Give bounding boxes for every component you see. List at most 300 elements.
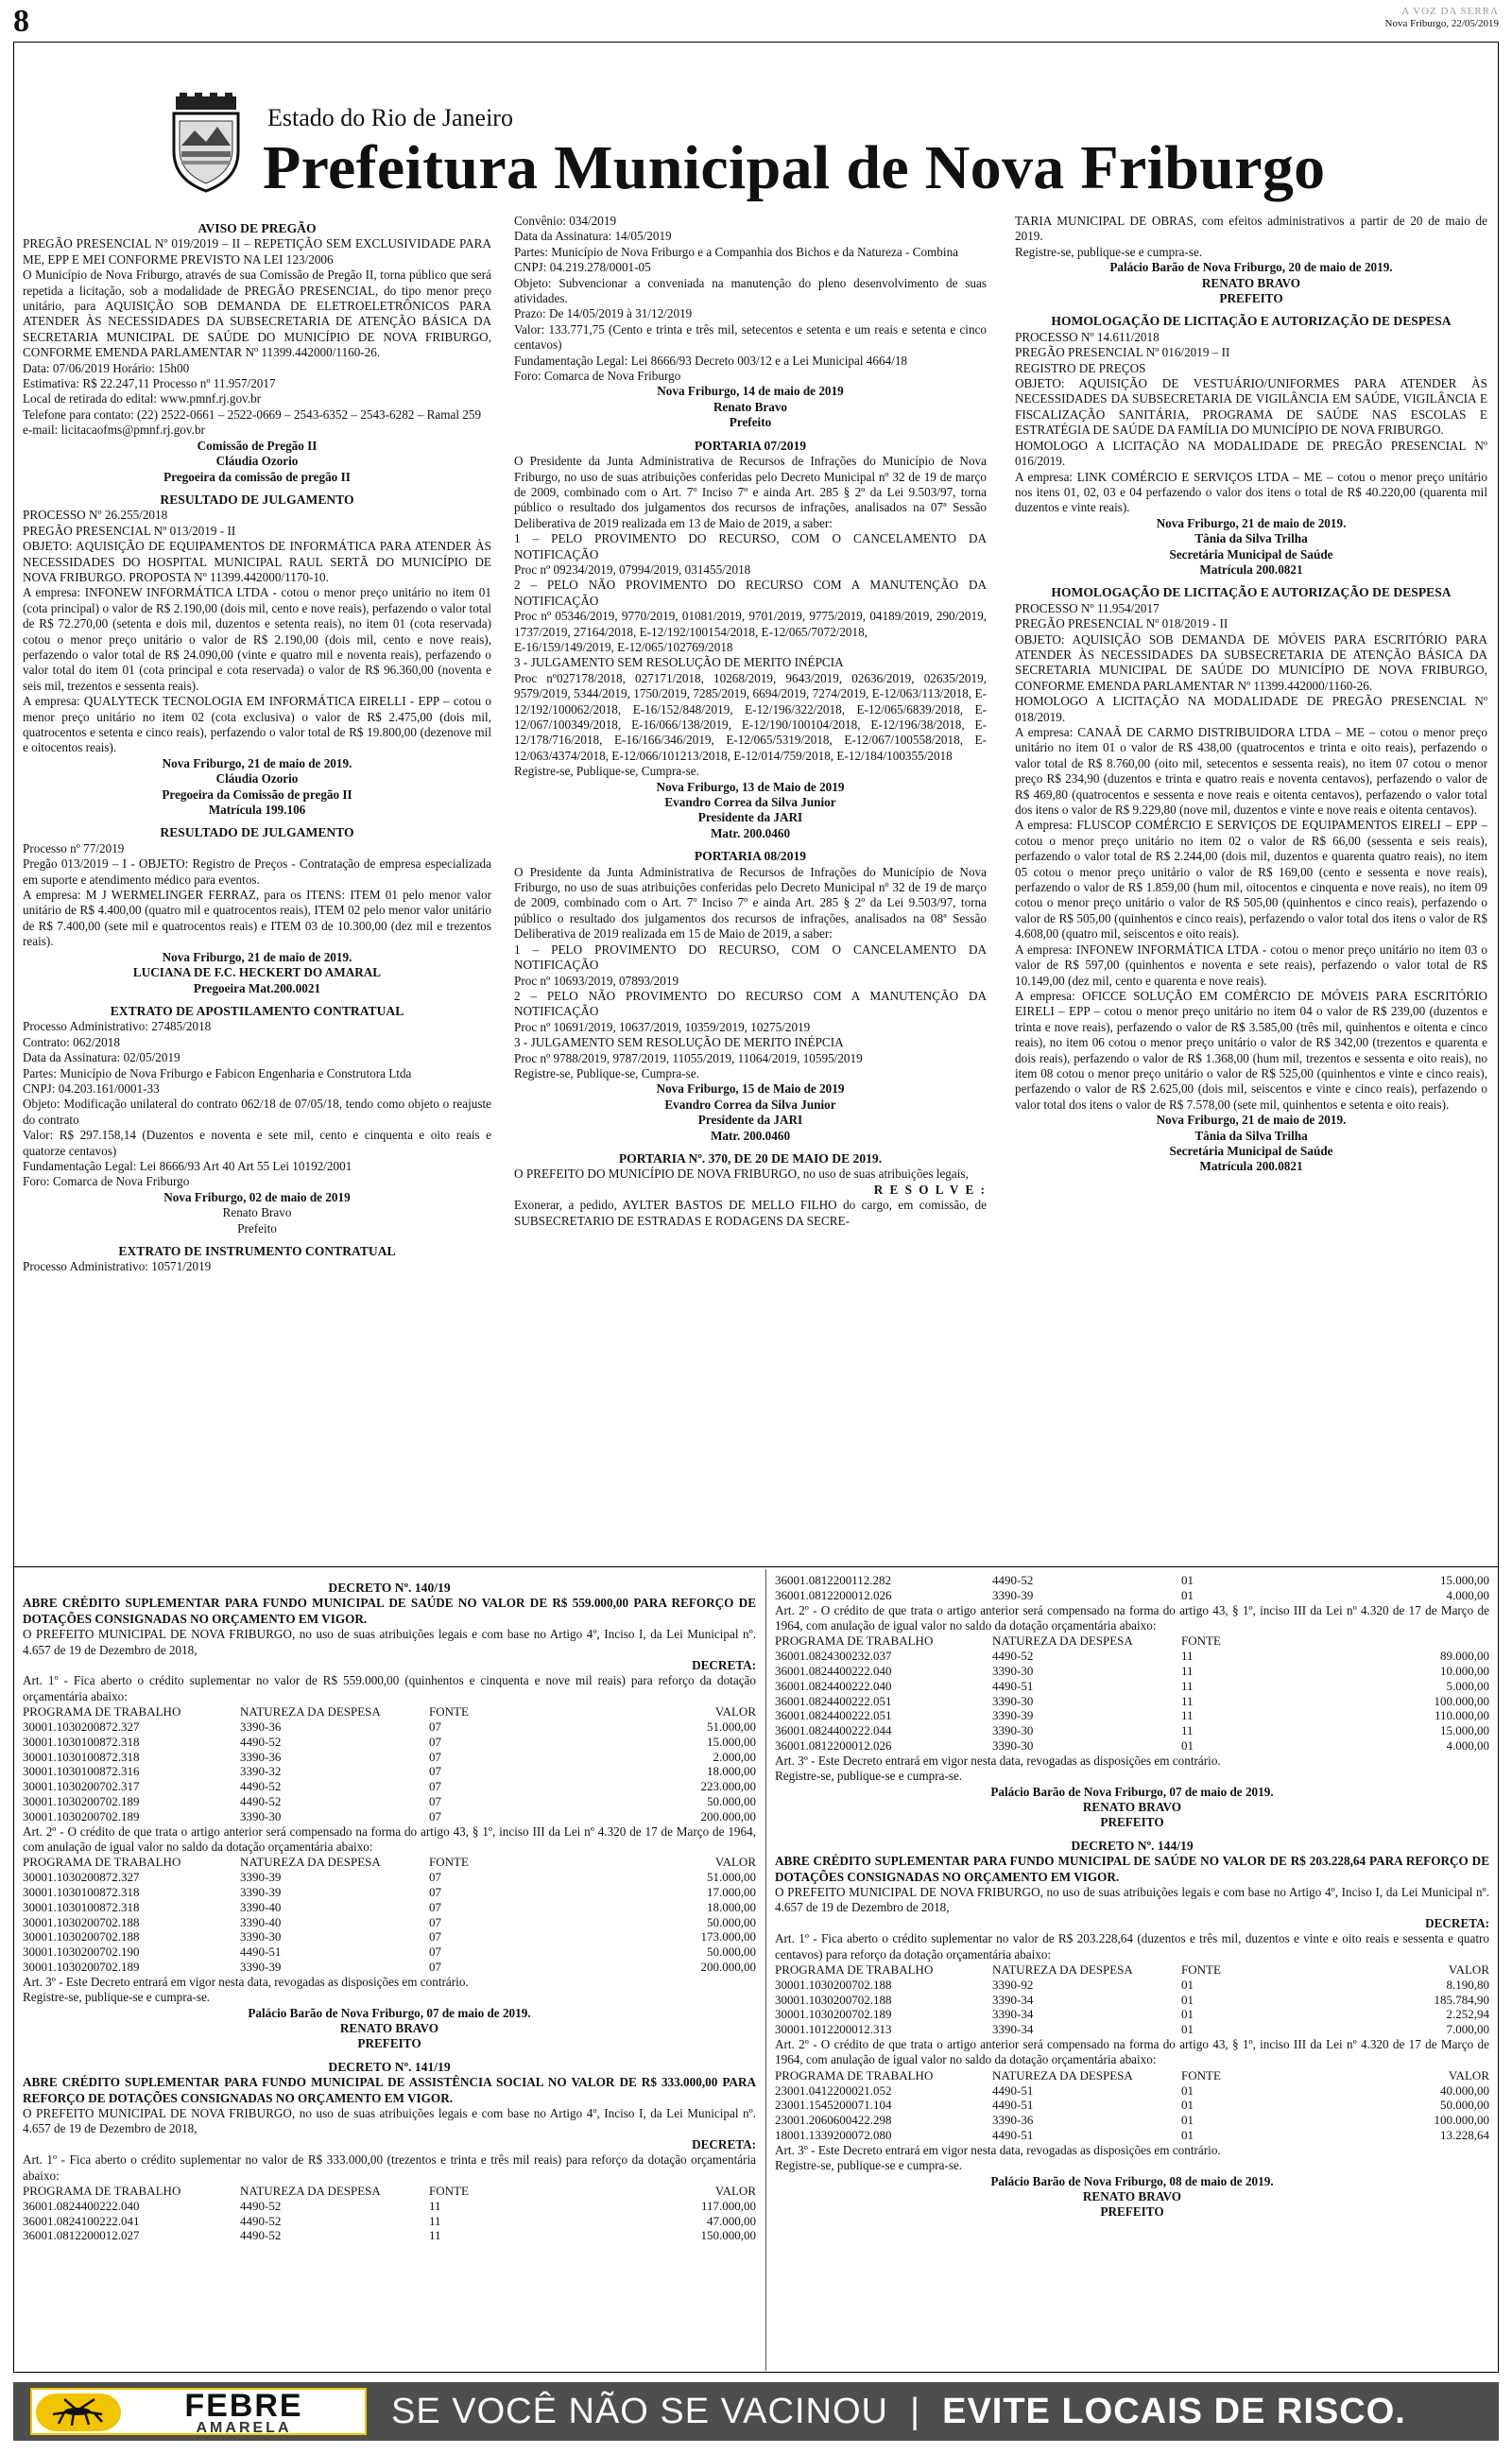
table-cell: 100.000,00 — [1434, 1693, 1489, 1708]
paragraph: 2 – PELO NÃO PROVIMENTO DO RECURSO COM A MANUTENÇÃO DA NOTIFICAÇÃO — [514, 578, 987, 608]
table-cell: 30001.1030200872.327 — [23, 1720, 140, 1735]
table-cell: 01 — [1181, 2098, 1194, 2113]
paragraph: OBJETO: AQUISIÇÃO DE VESTUÁRIO/UNIFORMES PARA ATENDER ÀS NECESSIDADES DA SUBSECRETARIA DE VIGILÂNCIA EM SAÚDE, VIGILÂNCIA E FISCALIZAÇÃO SANITÁRIA, PROGRAMA DE SAÚDE NAS ESCOLAS E ESTRATÉGIA DE SAÚDE DA FAMÍLIA DO MUNICÍPIO DE NOVA FRIBURGO. — [1015, 376, 1487, 438]
febre-amarela-logo — [30, 2388, 367, 2435]
table-cell: 4490-51 — [992, 2082, 1034, 2098]
paragraph: 3 - JULGAMENTO SEM RESOLUÇÃO DE MERITO INÉPCIA — [514, 1035, 844, 1050]
signature-line: Nova Friburgo, 13 de Maio de 2019 — [656, 779, 845, 794]
table-cell: 3390-34 — [992, 2022, 1034, 2037]
table-header — [1285, 1633, 1489, 1649]
signature-line: PREFEITO — [357, 2036, 421, 2051]
paragraph: CNPJ: 04.203.161/0001-33 — [23, 1080, 160, 1096]
table-cell: 07 — [429, 1808, 441, 1823]
table-cell: 36001.0824400222.051 — [775, 1708, 892, 1723]
state-name: Estado do Rio de Janeiro — [267, 104, 513, 131]
table-header: NATUREZA DA DESPESA — [240, 1704, 381, 1720]
table-header: FONTE — [1181, 1962, 1221, 1978]
signature-line: RENATO BRAVO — [339, 2021, 439, 2036]
table-cell: 3390-39 — [992, 1708, 1034, 1723]
table-cell: 117.000,00 — [700, 2198, 756, 2213]
signature-line: PREFEITO — [1100, 1815, 1164, 1830]
signature-line: Pregoeira da Comissão de pregão II — [162, 786, 352, 802]
table-cell: 07 — [429, 1885, 441, 1900]
table-cell: 07 — [429, 1914, 441, 1929]
header — [159, 49, 1387, 200]
logo-text-bottom: AMARELA — [196, 2420, 292, 2436]
paragraph: TARIA MUNICIPAL DE OBRAS, com efeitos administrativos a partir de 20 de maio de 2019. — [1015, 214, 1487, 244]
table-cell: 30001.1030200702.190 — [23, 1944, 140, 1960]
table-header: FONTE — [1181, 1633, 1221, 1649]
signature-line: Evandro Correa da Silva Junior — [664, 1097, 836, 1112]
paragraph: 3 - JULGAMENTO SEM RESOLUÇÃO DE MERITO INÉPCIA — [514, 655, 844, 670]
table-cell: 36001.0824400222.040 — [775, 1678, 892, 1693]
paragraph: Partes: Município de Nova Friburgo e Fabicon Engenharia e Construtora Ltda — [23, 1065, 412, 1080]
resolve-label: R E S O L V E : — [873, 1182, 987, 1197]
table-cell: 7.000,00 — [1446, 2022, 1489, 2037]
table-cell: 4490-52 — [240, 2198, 282, 2213]
table-cell: 4490-52 — [992, 1649, 1034, 1664]
table-cell: 2.000,00 — [713, 1749, 756, 1764]
table-header: PROGRAMA DE TRABALHO — [775, 2067, 934, 2082]
signature-line: RENATO BRAVO — [1082, 1800, 1182, 1814]
paragraph: Registre-se, Publique-se, Cumpra-se. — [514, 764, 699, 779]
paragraph: Estimativa: R$ 22.247,11 Processo nº 11.957/2017 — [23, 376, 276, 391]
signature-line: Matrícula 200.0821 — [1199, 1159, 1303, 1174]
signature-line: Prefeito — [237, 1220, 277, 1236]
signature-line: RENATO BRAVO — [1082, 2189, 1182, 2204]
paragraph: Exonerar, a pedido, AYLTER BASTOS DE MELLO FILHO do cargo, em comissão, de SUBSECRETARIO DE ESTRADAS E RODAGENS DA SECRE- — [514, 1198, 987, 1228]
table-cell: 3390-39 — [240, 1960, 282, 1975]
table-cell: 5.000,00 — [1446, 1678, 1489, 1693]
table-cell: 15.000,00 — [1440, 1573, 1489, 1587]
paragraph: Pregão 013/2019 – I - OBJETO: Registro de Preços - Contratação de empresa especializada em suporte e atendimento médico para eventos. — [23, 856, 491, 887]
column-1 — [23, 214, 491, 1556]
table-cell: 01 — [1181, 2022, 1194, 2037]
table-cell: 07 — [429, 1720, 441, 1735]
table-cell: 4490-52 — [992, 1573, 1034, 1587]
table-header: PROGRAMA DE TRABALHO — [775, 1633, 934, 1649]
table-header: VALOR — [1448, 1962, 1489, 1978]
paragraph: Processo nº 77/2019 — [23, 840, 125, 855]
paragraph: OBJETO: AQUISIÇÃO DE EQUIPAMENTOS DE INFORMÁTICA PARA ATENDER ÀS NECESSIDADES DO HOSPITAL MUNICIPAL RAUL SERTÃ DO MUNICÍPIO DE NOVA FRIBURGO. PROPOSTA Nº 11399.442000/1170-10. — [23, 539, 491, 584]
section-heading: AVISO DE PREGÃO — [198, 221, 317, 235]
table-cell: 11 — [429, 2213, 441, 2228]
paragraph: REGISTRO DE PREÇOS — [1015, 360, 1146, 375]
table-cell: 3390-30 — [992, 1737, 1034, 1753]
paragraph: PREGÃO PRESENCIAL Nº 013/2019 - II — [23, 523, 236, 538]
table-header: NATUREZA DA DESPESA — [992, 1633, 1133, 1649]
paragraph: HOMOLOGO A LICITAÇÃO NA MODALIDADE DE PREGÃO PRESENCIAL Nº 016/2019. — [1015, 438, 1487, 469]
table-cell: 11 — [429, 2228, 441, 2243]
paragraph: Registre-se, publique-se e cumpra-se. — [23, 1990, 211, 2005]
dotacao-table — [23, 1855, 756, 1974]
paragraph: Processo Administrativo: 27485/2018 — [23, 1019, 212, 1034]
paragraph: Proc nº 10691/2019, 10637/2019, 10359/2019, 10275/2019 — [514, 1019, 811, 1034]
banner-slogan — [391, 2392, 1406, 2432]
table-cell: 01 — [1181, 1573, 1194, 1587]
paragraph: O PREFEITO DO MUNICÍPIO DE NOVA FRIBURGO, no uso de suas atribuições legais, — [514, 1167, 969, 1182]
table-cell: 200.000,00 — [700, 1808, 756, 1823]
section-heading: HOMOLOGAÇÃO DE LICITAÇÃO E AUTORIZAÇÃO DE DESPESA — [1051, 585, 1452, 600]
section-heading: PORTARIA 07/2019 — [694, 438, 807, 453]
table-cell: 01 — [1181, 1992, 1194, 2007]
table-cell: 51.000,00 — [707, 1870, 756, 1885]
table-cell: 40.000,00 — [1440, 2082, 1489, 2098]
table-header: PROGRAMA DE TRABALHO — [23, 1704, 181, 1720]
table-cell: 4.000,00 — [1446, 1587, 1489, 1602]
table-cell: 13.228,64 — [1440, 2128, 1489, 2143]
table-cell: 3390-34 — [992, 1992, 1034, 2007]
signature-line: RENATO BRAVO — [1201, 275, 1301, 290]
table-cell: 15.000,00 — [1440, 1723, 1489, 1738]
table-cell: 30001.1030100872.318 — [23, 1734, 140, 1749]
paragraph: e-mail: licitacaofms@pmnf.rj.gov.br — [23, 423, 205, 438]
table-cell: 07 — [429, 1944, 441, 1960]
table-cell: 3390-30 — [992, 1693, 1034, 1708]
decree-title: DECRETO Nº. 144/19 — [1071, 1838, 1194, 1853]
paragraph: A empresa: OFICCE SOLUÇÃO EM COMÉRCIO DE MÓVEIS PARA ESCRITÓRIO EIRELI – EPP – cotou o menor preço unitário no item 04 o valor de R$ 239,00 (duzentos e trinta e nove reais), perfazendo o valor de R$ 3.585,00 (três mil, quinhentos e oitenta e cinco reais), no item 06 cotou o menor preço unitário o valor de R$ 342,00 (trezentos e quarenta e dois reais), perfazendo o valor de R$ 1.368,00 (hum mil, trezentos e sessenta e oito reais), no item 08 cotou o menor preço unitário o valor de R$ 525,00 (quinhentos e vinte e cinco reais), perfazendo o valor de R$ 2.625,00 (dois mil, seiscentos e vinte e cinco reais), perfazendo o valor total dos itens o valor de R$ 7.578,00 (sete mil, quinhentos e setenta e oito reais). — [1015, 988, 1487, 1112]
signature-line: Tânia da Silva Trilha — [1194, 531, 1308, 546]
signature-line: Cláudia Ozorio — [215, 771, 299, 786]
paragraph: Contrato: 062/2018 — [23, 1034, 120, 1049]
dotacao-table — [775, 1962, 1489, 2037]
signature-line: Pregoeira Mat.200.0021 — [193, 980, 321, 995]
table-cell: 150.000,00 — [700, 2228, 756, 2243]
signature-line: Matrícula 199.106 — [208, 803, 306, 818]
paragraph: Valor: 133.771,75 (Cento e trinta e três mil, setecentos e setenta e um reais e setenta e cinco centavos) — [514, 321, 987, 353]
table-header: PROGRAMA DE TRABALHO — [23, 1855, 181, 1870]
paragraph: O Presidente da Junta Administrativa de Recursos de Infrações do Município de Nova Friburgo, no uso de suas atribuições conferidas pelo Decreto Municipal nº 32 de 19 de março de 2009, combinado com o Art. 7º Inciso 7º e ainda Art. 285 § 2º da Lei 9.503/97, torna público o resultado dos julgamentos dos recursos de infrações, analisados na 08ª Sessão Deliberativa de 2019 realizada em 15 de Maio de 2019, a saber: — [514, 864, 987, 942]
table-header: NATUREZA DA DESPESA — [992, 1962, 1133, 1978]
table-cell: 23001.0412200021.052 — [775, 2082, 892, 2098]
prefeitura-title: Prefeitura Municipal de Nova Friburgo — [263, 133, 1326, 202]
decree-ementa: ABRE CRÉDITO SUPLEMENTAR PARA FUNDO MUNICIPAL DE ASSISTÊNCIA SOCIAL NO VALOR DE R$ 333.000,00 PARA REFORÇO DE DOTAÇÕES CONSIGNADAS NO ORÇAMENTO EM VIGOR. — [23, 2075, 756, 2105]
table-cell: 223.000,00 — [700, 1779, 756, 1794]
column-2 — [514, 214, 987, 1556]
coat-of-arms-icon — [168, 93, 244, 195]
decrees-right — [775, 1573, 1489, 2367]
table-cell: 30001.1030200702.189 — [23, 1960, 140, 1975]
decreta-label: DECRETA: — [1425, 1915, 1489, 1930]
table-cell: 173.000,00 — [700, 1929, 756, 1944]
table-cell: 15.000,00 — [707, 1734, 756, 1749]
table-cell: 30001.1030200702.189 — [23, 1794, 140, 1809]
paragraph: Processo Administrativo: 10571/2019 — [23, 1259, 212, 1274]
paragraph: A empresa: INFONEW INFORMÁTICA LTDA - cotou o menor preço unitário no item 03 o valor de R$ 597,00 (quinhentos e noventa e sete reais), perfazendo o valor total de R$ 10.149,00 (dez mil, cento e quarenta e nove reais). — [1015, 942, 1487, 988]
paragraph: E-16/159/149/2019, E-12/065/102769/2018 — [514, 639, 733, 654]
paragraph: Registre-se, publique-se e cumpra-se. — [1015, 244, 1203, 259]
paragraph: A empresa: INFONEW INFORMÁTICA LTDA - cotou o menor preço unitário no item 01 (cota principal) o valor de R$ 2.190,00 (dois mil, cento e nove reais), perfazendo o valor total de R$ 72.270,00 (setenta e dois mil, duzentos e setenta reais), no item 01 (cota reservada) cotou o menor preço unitário o valor de R$ 2.190,00 (dois mil, cento e nove reais), perfazendo o valor total de R$ 24.090,00 (vinte e quatro mil e noventa reais), perfazendo o valor total do item 01 (cota principal e cota reservada) o valor de R$ 96.360,00 (noventa e seis mil, trezentos e sessenta reais). — [23, 585, 491, 693]
table-header: VALOR — [714, 2184, 756, 2199]
table-cell: 50.000,00 — [707, 1944, 756, 1960]
dotacao-table — [775, 1573, 1489, 1603]
dotacao-table — [775, 1633, 1489, 1753]
table-header: PROGRAMA DE TRABALHO — [775, 1962, 934, 1978]
table-cell: 30001.1030100872.318 — [23, 1885, 140, 1900]
table-header: FONTE — [429, 2184, 469, 2199]
signature-line: Nova Friburgo, 02 de maio de 2019 — [163, 1189, 351, 1204]
signature-line: Cláudia Ozorio — [215, 454, 299, 469]
table-header: VALOR — [714, 1855, 756, 1870]
table-cell: 07 — [429, 1734, 441, 1749]
table-cell: 07 — [429, 1870, 441, 1885]
table-cell: 89.000,00 — [1440, 1649, 1489, 1664]
table-cell: 8.190,80 — [1446, 1977, 1489, 1992]
table-cell: 110.000,00 — [1434, 1708, 1489, 1723]
table-cell: 36001.0812200012.026 — [775, 1587, 892, 1602]
table-cell: 17.000,00 — [707, 1885, 756, 1900]
table-cell: 36001.0824400222.044 — [775, 1723, 892, 1738]
masthead-title: A VOZ DA SERRA — [1401, 6, 1499, 17]
section-heading: EXTRATO DE APOSTILAMENTO CONTRATUAL — [110, 1003, 404, 1018]
table-cell: 50.000,00 — [707, 1794, 756, 1809]
paragraph: OBJETO: AQUISIÇÃO SOB DEMANDA DE MÓVEIS PARA ESCRITÓRIO PARA ATENDER ÀS NECESSIDADES DA SUBSECRETARIA DE ATENÇÃO BÁSICA DA SECRETARIA MUNICIPAL DE SAÚDE DO MUNICÍPIO DE NOVA FRIBURGO, CONFORME EMENDA PARLAMENTAR Nº 11399.442000/1160-26. — [1015, 631, 1487, 693]
paragraph: Telefone para contato: (22) 2522-0661 – 2522-0669 – 2543-6352 – 2543-6282 – Ramal 259 — [23, 406, 482, 422]
table-cell: 36001.0812200112.282 — [775, 1573, 892, 1587]
mosquito-icon — [36, 2394, 121, 2431]
decree-ementa: ABRE CRÉDITO SUPLEMENTAR PARA FUNDO MUNICIPAL DE SAÚDE NO VALOR DE R$ 559.000,00 PARA REFORÇO DE DOTAÇÕES CONSIGNADAS NO ORÇAMENTO EM VIGOR. — [23, 1596, 756, 1626]
paragraph: Registre-se, Publique-se, Cumpra-se. — [514, 1065, 699, 1080]
table-cell: 30001.1030200702.188 — [23, 1929, 140, 1944]
signature-line: Palácio Barão de Nova Friburgo, 07 de maio de 2019. — [248, 2005, 531, 2020]
table-cell: 50.000,00 — [1440, 2098, 1489, 2113]
signature-line: Comissão de Pregão II — [197, 438, 318, 453]
table-cell: 11 — [1181, 1664, 1194, 1678]
table-cell: 30001.1030200702.188 — [23, 1914, 140, 1929]
table-cell: 3390-30 — [240, 1929, 282, 1944]
table-cell: 11 — [1181, 1649, 1194, 1664]
table-cell: 11 — [429, 2198, 441, 2213]
paragraph: HOMOLOGO A LICITAÇÃO NA MODALIDADE DE PREGÃO PRESENCIAL Nº 018/2019. — [1015, 694, 1487, 724]
section-divider — [13, 1566, 1499, 1567]
table-cell: 4490-52 — [240, 2213, 282, 2228]
table-cell: 23001.2060600422.298 — [775, 2113, 892, 2128]
signature-line: Pregoeira da comissão de pregão II — [163, 469, 351, 484]
table-cell: 36001.0824400222.040 — [775, 1664, 892, 1678]
table-cell: 30001.1030200872.327 — [23, 1870, 140, 1885]
ad-banner — [13, 2382, 1499, 2441]
table-cell: 3390-39 — [240, 1870, 282, 1885]
signature-line: PREFEITO — [1100, 2204, 1164, 2220]
decree-ementa: ABRE CRÉDITO SUPLEMENTAR PARA FUNDO MUNICIPAL DE SAÚDE NO VALOR DE R$ 203.228,64 PARA REFORÇO DE DOTAÇÕES CONSIGNADAS NO ORÇAMENTO EM VIGOR. — [775, 1854, 1489, 1884]
table-cell: 01 — [1181, 1587, 1194, 1602]
paragraph: O PREFEITO MUNICIPAL DE NOVA FRIBURGO, no uso de suas atribuições legais e com base no Artigo 4º, Inciso I, da Lei Municipal nº. 4.657 de 19 de Dezembro de 2018, — [23, 1627, 756, 1657]
paragraph: 1 – PELO PROVIMENTO DO RECURSO, COM O CANCELAMENTO DA NOTIFICAÇÃO — [514, 942, 987, 973]
table-cell: 36001.0824100222.041 — [23, 2213, 140, 2228]
paragraph: Proc nº 09234/2019, 07994/2019, 031455/2018 — [514, 562, 751, 577]
table-cell: 07 — [429, 1960, 441, 1975]
section-heading: PORTARIA 08/2019 — [694, 849, 807, 864]
paragraph: Art. 3º - Este Decreto entrará em vigor nesta data, revogadas as disposições em contrário. — [775, 1753, 1221, 1768]
table-cell: 3390-34 — [992, 2007, 1034, 2022]
table-header: FONTE — [429, 1855, 469, 1870]
table-cell: 36001.0824300232.037 — [775, 1649, 892, 1664]
page-number: 8 — [13, 4, 29, 39]
signature-line: Secretária Municipal de Saúde — [1169, 546, 1333, 562]
signature-line: Nova Friburgo, 21 de maio de 2019. — [162, 949, 352, 964]
table-cell: 07 — [429, 1779, 441, 1794]
table-cell: 07 — [429, 1929, 441, 1944]
signature-line: LUCIANA DE F.C. HECKERT DO AMARAL — [132, 965, 382, 980]
table-cell: 4490-51 — [240, 1944, 282, 1960]
signature-line: Nova Friburgo, 15 de Maio de 2019 — [656, 1081, 845, 1097]
table-cell: 07 — [429, 1794, 441, 1809]
paragraph: Local de retirada do edital: www.pmnf.rj.gov.br — [23, 391, 262, 406]
table-cell: 01 — [1181, 2007, 1194, 2022]
table-cell: 4490-52 — [240, 1779, 282, 1794]
paragraph: Fundamentação Legal: Lei 8666/93 Art 40 Art 55 Lei 10192/2001 — [23, 1158, 352, 1173]
signature-line: Matr. 200.0460 — [710, 825, 791, 840]
signature-line: Presidente da JARI — [697, 810, 803, 825]
paragraph: A empresa: QUALYTECK TECNOLOGIA EM INFORMÁTICA EIRELLI - EPP – cotou o menor preço unitário no item 02 (cota exclusiva) o valor de R$ 2.475,00 (dois mil, quatrocentos e setenta e cinco reais), perfazendo o valor total de R$ 19.800,00 (dezenove mil e oitocentos reais). — [23, 694, 491, 755]
signature-line: Renato Bravo — [222, 1205, 292, 1220]
paragraph: PREGÃO PRESENCIAL Nº 019/2019 – II – REPETIÇÃO SEM EXCLUSIVIDADE PARA ME, EPP E MEI CONFORME PREVISTO NA LEI 123/2006 — [23, 236, 491, 267]
table-cell: 3390-40 — [240, 1914, 282, 1929]
signature-line: Matrícula 200.0821 — [1199, 562, 1303, 577]
signature-line: Palácio Barão de Nova Friburgo, 07 de maio de 2019. — [990, 1784, 1274, 1799]
paragraph: PREGÃO PRESENCIAL Nº 018/2019 - II — [1015, 616, 1228, 631]
paragraph: Art. 3º - Este Decreto entrará em vigor nesta data, revogadas as disposições em contrário. — [775, 2142, 1221, 2157]
paragraph: PROCESSO Nº 14.611/2018 — [1015, 329, 1160, 344]
table-cell: 4490-52 — [240, 1734, 282, 1749]
masthead-date: Nova Friburgo, 22/05/2019 — [1384, 18, 1499, 29]
paragraph: Foro: Comarca de Nova Friburgo — [514, 369, 681, 384]
paragraph: Art. 3º - Este Decreto entrará em vigor nesta data, revogadas as disposições em contrário. — [23, 1974, 469, 1989]
paragraph: Art. 2º - O crédito de que trata o artigo anterior será compensado na forma do artigo 43, § 1º, inciso III da Lei nº 4.320 de 17 de Março de 1964, com anulação de igual valor no saldo da dotação orçamentária abaixo: — [23, 1823, 756, 1855]
table-cell: 47.000,00 — [707, 2213, 756, 2228]
table-cell: 3390-30 — [240, 1808, 282, 1823]
signature-line: Nova Friburgo, 14 de maio de 2019 — [657, 384, 844, 399]
paragraph: Prazo: De 14/05/2019 à 31/12/2019 — [514, 306, 693, 321]
paragraph: Proc nº 10693/2019, 07893/2019 — [514, 973, 679, 988]
signature-line: Renato Bravo — [713, 399, 788, 414]
decree-title: DECRETO Nº. 141/19 — [328, 2059, 451, 2074]
paragraph: Art. 1º - Fica aberto o crédito suplementar no valor de R$ 333.000,00 (trezentos e trinta e três mil reais) para reforço da dotação orçamentária abaixo: — [23, 2152, 756, 2183]
paragraph: Convênio: 034/2019 — [514, 214, 617, 228]
paragraph: PROCESSO Nº 26.255/2018 — [23, 508, 168, 523]
slogan-separator: | — [910, 2392, 920, 2431]
paragraph: CNPJ: 04.219.278/0001-05 — [514, 260, 651, 275]
table-cell: 11 — [1181, 1723, 1194, 1738]
table-cell: 4490-51 — [992, 1678, 1034, 1693]
paragraph: 2 – PELO NÃO PROVIMENTO DO RECURSO COM A MANUTENÇÃO DA NOTIFICAÇÃO — [514, 988, 987, 1019]
paragraph: A empresa: CANAÃ DE CARMO DISTRIBUIDORA LTDA – ME – cotou o menor preço unitário no item 01 o valor de R$ 438,00 (quatrocentos e trinta e oito reais), perfazendo o valor total de R$ 8.760,00 (oito mil, setecentos e sessenta reais), no item 07 cotou o menor preço R$ 234,90 (duzentos e trinta e quatro reais e noventa centavos), perfazendo o valor de R$ 469,80 (quatrocentos e sessenta e nove reais e oitenta centavos), perfazendo o valor total dos itens o valor de R$ 9.229,80 (nove mil, duzentos e vinte e nove reais e oitenta centavos). — [1015, 725, 1487, 818]
paragraph: Proc nº 05346/2019, 9770/2019, 01081/2019, 9701/2019, 9775/2019, 04189/2019, 290/2019, 1737/2019, 27164/2018, E-12/192/100154/2018, E-12/065/7072/2018, — [514, 609, 987, 639]
signature-line: Palácio Barão de Nova Friburgo, 08 de maio de 2019. — [990, 2173, 1274, 2188]
table-cell: 3390-92 — [992, 1977, 1034, 1992]
table-header: PROGRAMA DE TRABALHO — [23, 2184, 181, 2199]
paragraph: Foro: Comarca de Nova Friburgo — [23, 1174, 190, 1189]
paragraph: A empresa: M J WERMELINGER FERRAZ, para os ITENS: ITEM 01 pelo menor valor unitário de R$ 4.400,00 (quatro mil e quatrocentos reais), ITEM 02 pelo menor valor unitário de R$ 7.400,00 (sete mil e quatrocentos reais) e ITEM 03 de 10.300,00 (dez mil e trezentos reais). — [23, 888, 491, 949]
table-cell: 30001.1030200702.188 — [775, 1977, 892, 1992]
table-cell: 36001.0812200012.026 — [775, 1737, 892, 1753]
table-cell: 185.784,90 — [1434, 1992, 1489, 2007]
signature-line: Matr. 200.0460 — [710, 1128, 791, 1143]
signature-line: Nova Friburgo, 21 de maio de 2019. — [1156, 1113, 1347, 1128]
decreta-label: DECRETA: — [692, 2136, 756, 2152]
paragraph: Registre-se, publique-se e cumpra-se. — [775, 1769, 963, 1784]
paragraph: Partes: Município de Nova Friburgo e a Companhia dos Bichos e da Natureza - Combina — [514, 244, 959, 259]
decreta-label: DECRETA: — [692, 1658, 756, 1673]
paragraph: A empresa: LINK COMÉRCIO E SERVIÇOS LTDA – ME – cotou o menor preço unitário nos itens 01, 02, 03 e 04 perfazendo o valor dos itens o total de R$ 40.220,00 (quarenta mil duzentos e vinte reais). — [1015, 469, 1487, 515]
table-cell: 3390-36 — [240, 1720, 282, 1735]
dotacao-table — [775, 2068, 1489, 2143]
table-header: NATUREZA DA DESPESA — [240, 2184, 381, 2199]
table-cell: 3390-39 — [240, 1885, 282, 1900]
table-cell: 30001.1030100872.316 — [23, 1764, 140, 1779]
table-cell: 3390-32 — [240, 1764, 282, 1779]
table-header: FONTE — [429, 1704, 469, 1720]
table-cell: 51.000,00 — [707, 1720, 756, 1735]
column-3 — [1015, 214, 1487, 1556]
decree-title: DECRETO Nº. 140/19 — [328, 1581, 451, 1595]
table-header: VALOR — [714, 1704, 756, 1720]
table-cell: 18001.1339200072.080 — [775, 2128, 892, 2143]
dotacao-table — [23, 2184, 756, 2243]
table-cell: 01 — [1181, 2082, 1194, 2098]
table-cell: 30001.1030100872.318 — [23, 1899, 140, 1914]
paragraph: Art. 2º - O crédito de que trata o artigo anterior será compensado na forma do artigo 43, § 1º, inciso III da Lei nº 4.320 de 17 de Março de 1964, com anulação de igual valor no saldo da dotação orçamentária abaixo: — [775, 2037, 1489, 2067]
table-cell: 36001.0824400222.040 — [23, 2198, 140, 2213]
table-cell: 07 — [429, 1749, 441, 1764]
table-cell: 18.000,00 — [707, 1764, 756, 1779]
table-cell: 30001.1030200702.188 — [775, 1992, 892, 2007]
paragraph: Valor: R$ 297.158,14 (Duzentos e noventa e sete mil, cento e cinquenta e oito reais e quatorze centavos) — [23, 1128, 491, 1158]
section-heading: RESULTADO DE JULGAMENTO — [160, 825, 354, 840]
paragraph: Data da Assinatura: 14/05/2019 — [514, 229, 672, 244]
slogan-part-2: EVITE LOCAIS DE RISCO. — [942, 2392, 1406, 2431]
paragraph: Art. 1º - Fica aberto o crédito suplementar no valor de R$ 559.000,00 (quinhentos e cinquenta e nove mil reais) para reforço da dotação orçamentária abaixo: — [23, 1673, 756, 1703]
logo-text-top: FEBRE — [184, 2388, 303, 2424]
signature-line: Presidente da JARI — [697, 1113, 803, 1128]
table-cell: 4490-51 — [992, 2098, 1034, 2113]
table-cell: 100.000,00 — [1434, 2113, 1489, 2128]
table-cell: 36001.0824400222.051 — [775, 1693, 892, 1708]
signature-line: Secretária Municipal de Saúde — [1169, 1143, 1333, 1158]
table-cell: 2.252,94 — [1446, 2007, 1489, 2022]
table-cell: 07 — [429, 1899, 441, 1914]
table-cell: 50.000,00 — [707, 1914, 756, 1929]
paragraph: Objeto: Modificação unilateral do contrato 062/18 de 07/05/18, tendo como objeto o reajuste do contrato — [23, 1097, 491, 1127]
paragraph: Data: 07/06/2019 Horário: 15h00 — [23, 360, 190, 375]
column-divider — [765, 1569, 766, 2371]
section-heading: HOMOLOGAÇÃO DE LICITAÇÃO E AUTORIZAÇÃO DE DESPESA — [1051, 314, 1452, 329]
section-heading: RESULTADO DE JULGAMENTO — [160, 492, 354, 507]
table-header: NATUREZA DA DESPESA — [240, 1855, 381, 1870]
signature-line: Palácio Barão de Nova Friburgo, 20 de maio de 2019. — [1109, 260, 1393, 275]
table-cell: 4.000,00 — [1446, 1737, 1489, 1753]
signature-line: Prefeito — [729, 415, 772, 430]
paragraph: PREGÃO PRESENCIAL Nº 016/2019 – II — [1015, 345, 1230, 360]
table-cell: 36001.0812200012.027 — [23, 2228, 140, 2243]
table-cell: 3390-39 — [992, 1587, 1034, 1602]
table-header: VALOR — [1448, 2067, 1489, 2082]
table-cell: 3390-40 — [240, 1899, 282, 1914]
table-cell: 11 — [1181, 1678, 1194, 1693]
masthead — [1385, 6, 1500, 30]
table-header: NATUREZA DA DESPESA — [992, 2067, 1133, 2082]
table-cell: 200.000,00 — [700, 1960, 756, 1975]
signature-line: Nova Friburgo, 21 de maio de 2019. — [162, 755, 352, 770]
table-cell: 3390-36 — [992, 2113, 1034, 2128]
table-cell: 01 — [1181, 1737, 1194, 1753]
paragraph: A empresa: FLUSCOP COMÉRCIO E SERVIÇOS DE EQUIPAMENTOS EIRELI – EPP – cotou o menor preço unitário no item 02 o valor de R$ 66,00 (sessenta e seis reais), perfazendo o valor total de R$ 2.244,00 (dois mil, duzentos e quarenta quatro reais), no item 05 cotou o menor preço unitário o valor de R$ 169,00 (cento e sessenta e nove reais), perfazendo o valor de R$ 1.859,00 (hum mil, oitocentos e cinquenta e nove reais), no item 09 cotou o menor preço unitário o valor de R$ 505,00 (quinhentos e cinco reais), perfazendo o valor de R$ 505,00 (quinhentos e cinco reais), perfazendo o valor total dos itens o valor de R$ 4.608,00 (quatro mil, seiscentos e oito reais). — [1015, 818, 1487, 942]
table-cell: 01 — [1181, 2128, 1194, 2143]
paragraph: Proc nº027178/2018, 027171/2018, 10268/2019, 9643/2019, 02636/2019, 02635/2019, 9579/2019, 5344/2019, 1750/2019, 7285/2019, 6694/2019, 7274/2019, E-12/063/113/2018, E-12/192/100062/2018, E-16/152/848/2019, E-12/196/322/2018, E-12/065/6839/2018, E-12/067/100349/2018, E-16/066/138/2019, E-12/190/100104/2018, E-12/196/38/2018, E-12/178/716/2018, E-16/166/346/2019, E-12/065/5319/2018, E-12/067/100558/2018, E-12/063/4374/2018, E-12/066/101213/2018, E-12/014/759/2018, E-12/184/100355/2018 — [514, 670, 987, 763]
table-cell: 01 — [1181, 1977, 1194, 1992]
paragraph: PROCESSO Nº 11.954/2017 — [1015, 600, 1160, 615]
table-cell: 4490-52 — [240, 1794, 282, 1809]
